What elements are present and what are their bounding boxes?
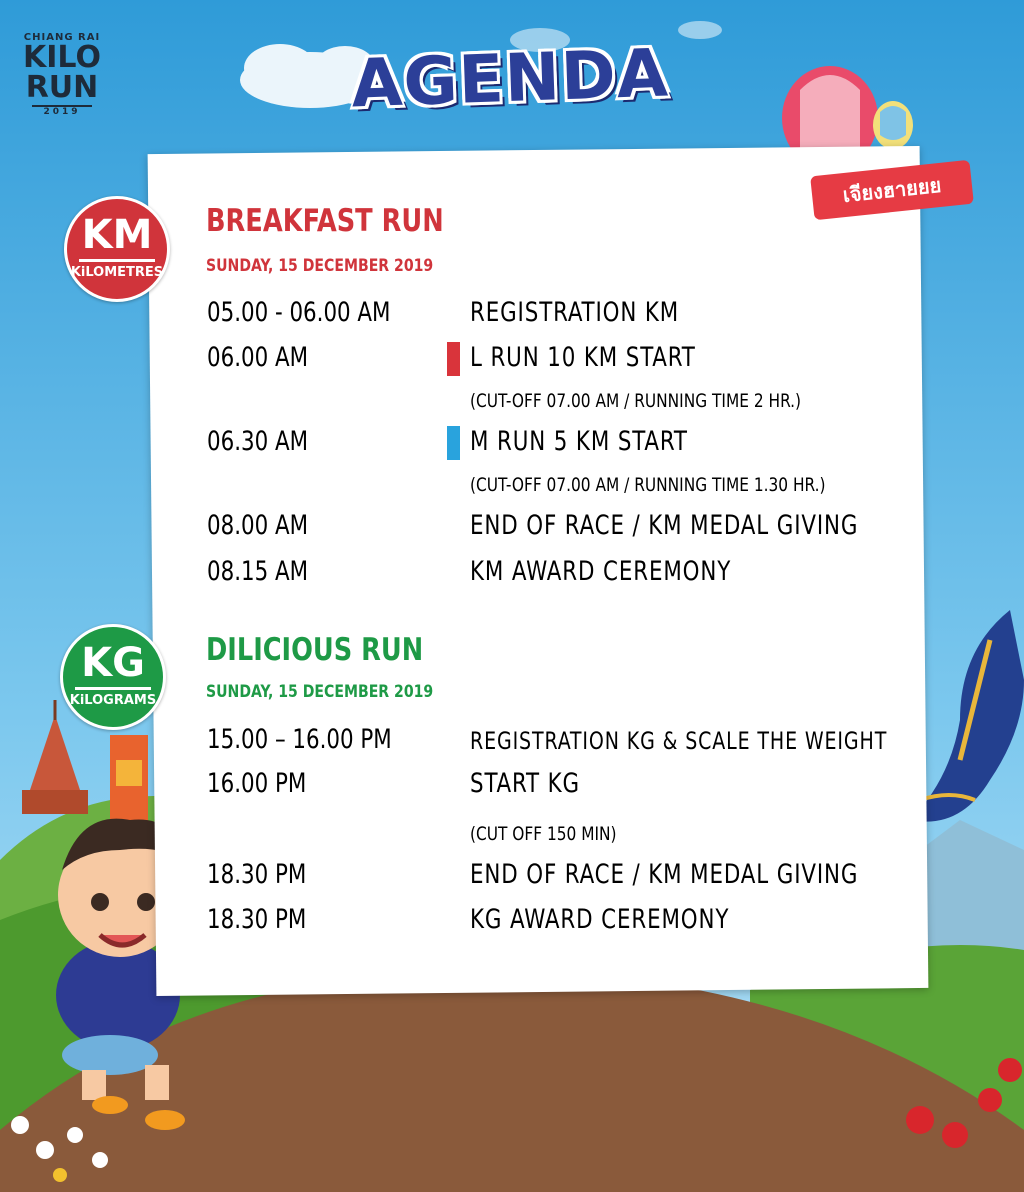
l-run-marker: [447, 342, 460, 376]
km-badge: [64, 196, 170, 302]
kg-item-3: END OF RACE / KM MEDAL GIVING: [470, 859, 859, 890]
km-item-4: END OF RACE / KM MEDAL GIVING: [470, 510, 859, 541]
kg-badge: [60, 624, 166, 730]
km-item-1: REGISTRATION KM: [470, 297, 680, 328]
kg-badge-label: KG: [81, 640, 145, 686]
kg-note-2: (CUT OFF 150 MIN): [470, 823, 617, 845]
logo-kilo: KILO: [23, 40, 101, 75]
kg-item-4: KG AWARD CEREMONY: [470, 904, 730, 935]
kg-section-date: SUNDAY, 15 DECEMBER 2019: [206, 682, 434, 702]
km-item-2: L RUN 10 KM START: [470, 342, 696, 373]
km-item-5: KM AWARD CEREMONY: [470, 556, 732, 587]
km-time-4: 08.00 AM: [207, 510, 309, 541]
kg-section-title: DILICIOUS RUN: [206, 632, 424, 668]
m-run-marker: [447, 426, 460, 460]
logo-city: CHIANG RAI: [23, 32, 101, 43]
km-time-3: 06.30 AM: [207, 426, 309, 457]
km-time-5: 08.15 AM: [207, 556, 309, 587]
km-time-2: 06.00 AM: [207, 342, 309, 373]
kg-item-2: START KG: [470, 768, 580, 799]
kg-badge-sub: KiLOGRAMS: [69, 693, 157, 708]
kg-time-2: 16.00 PM: [207, 768, 307, 799]
km-item-3: M RUN 5 KM START: [470, 426, 688, 457]
km-section-date: SUNDAY, 15 DECEMBER 2019: [206, 256, 434, 276]
km-badge-sub: KiLOMETRES: [70, 265, 164, 280]
kg-time-3: 18.30 PM: [207, 859, 307, 890]
thai-banner: เจียงฮายยย: [810, 160, 974, 220]
logo-run: RUN: [25, 70, 99, 105]
page-title: AGENDA: [350, 34, 670, 123]
kg-time-4: 18.30 PM: [207, 904, 307, 935]
kg-item-1: REGISTRATION KG & SCALE THE WEIGHT: [470, 727, 888, 755]
km-time-1: 05.00 - 06.00 AM: [207, 297, 391, 328]
logo-year: 2019: [32, 105, 92, 117]
kg-time-1: 15.00 – 16.00 PM: [207, 724, 392, 755]
km-section-title: BREAKFAST RUN: [206, 203, 444, 239]
km-note-3: (CUT-OFF 07.00 AM / RUNNING TIME 1.30 HR.): [470, 474, 826, 496]
kilo-run-logo: [22, 14, 102, 117]
km-badge-label: KM: [81, 212, 153, 258]
km-note-2: (CUT-OFF 07.00 AM / RUNNING TIME 2 HR.): [470, 390, 802, 412]
